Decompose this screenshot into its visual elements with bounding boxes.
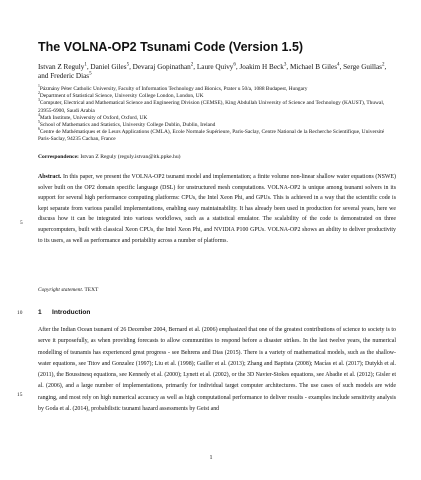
- correspondence-label: Correspondence:: [38, 154, 79, 160]
- line-number: 5: [20, 220, 23, 226]
- section-heading: [38, 309, 396, 317]
- abstract: [38, 172, 396, 246]
- author: Istvan Z Reguly$^1$: [38, 62, 87, 71]
- copyright-label: Copyright statement.: [38, 287, 84, 293]
- author: Frederic Dias$^5$: [50, 72, 92, 81]
- correspondence-email[interactable]: Istvan Z Reguly (reguly.istvan@itk.ppke.hu): [80, 154, 181, 160]
- body-paragraph: After the Indian Ocean tsunami of 26 December 2004, Bernard et al. (2006) emphasized that one of the greatest contributions of science to society is to serve it purposefully, as when providing forecasts to allow communities to respond before a disaster strikes. In the last twelve years, the numerical modelling of tsunamis has experienced great progress - see Behrens and Dias (2015). There is a variety of mathematical models, such as the shallow-water equations, see Titov and Gonzalez (1997); Liu et al. (1998); Gailler et al. (2013); Zhang and Baptista (2008); Macías et al. (2017); Dutykh et al. (2011), the Boussinesq equations, see Kennedy et al. (2000); Lynett et al. (2002), or the 3D Navier-Stokes equations, see Abadie et al. (2012); Gisler et al. (2006), and a large number of implementations, primarily for individual target computer architectures. The use cases of such models are wide ranging, and most rely on high numerical accuracy as well as high computational performance to deliver results - examples include sensitivity analysis by Goda et al. (2014), probabilistic tsunami hazard assessments by Geist and: [38, 327, 396, 413]
- affiliation: $^2$Department of Statistical Science, University College London, London, UK: [38, 91, 204, 100]
- line-number: 10: [17, 310, 23, 316]
- author-list: Istvan Z Reguly$^1$, Daniel Giles$^5$, Devaraj Gopinathan$^2$, Laure Quivy$^6$, Joakim H Beck$^3$, Michael B Giles$^4$, Serge Guillas$^2$, and Frederic Dias$^5$: [38, 62, 387, 81]
- author: Laure Quivy$^6$: [196, 62, 236, 71]
- copyright-statement: [38, 286, 396, 294]
- copyright-text: TEXT: [84, 287, 99, 293]
- author: Michael B Giles$^4$: [289, 62, 340, 71]
- affiliation-list: [38, 86, 396, 144]
- affiliation: $^3$Computer, Electrical and Mathematical Science and Engineering Division (CEMSE), King Abdullah University of Science and Technology (KAUST), Thuwal, 23955-6900, Saudi Arabia: [38, 98, 385, 114]
- author: Serge Guillas$^2$: [343, 62, 385, 71]
- affiliation: $^4$Math Institute, University of Oxford, Oxford, UK: [38, 113, 148, 121]
- line-number: 15: [17, 392, 23, 398]
- abstract-label: Abstract.: [38, 174, 62, 180]
- affiliation: $^6$Centre de Mathématiques et de Leurs Applications (CMLA), Ecole Normale Supérieure, Paris-Saclay, Centre National de la Recherche Scientifique, Université Paris-Saclay, 94235 Cachan, France: [38, 127, 385, 143]
- page-number: 1: [209, 455, 213, 461]
- author: Daniel Giles$^5$: [90, 62, 130, 71]
- affiliation: $^1$Pázmány Péter Catholic University, Faculty of Information Technology and Bionics, Prater u 50/a, 1088 Budapest, Hungary: [38, 84, 308, 92]
- author: Devaraj Gopinathan$^2$: [132, 62, 194, 71]
- affiliation: $^5$School of Mathematics and Statistics, University College Dublin, Dublin, Ireland: [38, 120, 216, 129]
- correspondence: [38, 154, 396, 161]
- section-number: 1: [38, 309, 42, 316]
- abstract-text: In this paper, we present the VOLNA-OP2 tsunami model and implementation; a finite volume non-linear shallow water equations (NSWE) solver built on the OP2 domain specific language (DSL) for unstructured mesh computations. VOLNA-OP2 is unique among tsunami solvers in its support for several high performance computing platforms: CPUs, the Intel Xeon Phi, and GPUs. This is achieved in a way that the scientific code is kept separate from various parallel implementations, enabling easy maintainability. It has already been used in production for several years, here we discuss how it can be integrated into various workflows, such as a statistical emulator. The scalability of the code is demonstrated on three supercomputers, built with classical Xeon CPUs, the Intel Xeon Phi, and NVIDIA P100 GPUs. VOLNA-OP2 shows an ability to deliver productivity to its users, as well as performance and portability across a number of platforms.: [38, 174, 396, 244]
- author: Joakim H Beck$^3$: [239, 62, 287, 71]
- section-title: Introduction: [52, 309, 91, 316]
- paper-title: The VOLNA-OP2 Tsunami Code (Version 1.5): [38, 40, 304, 54]
